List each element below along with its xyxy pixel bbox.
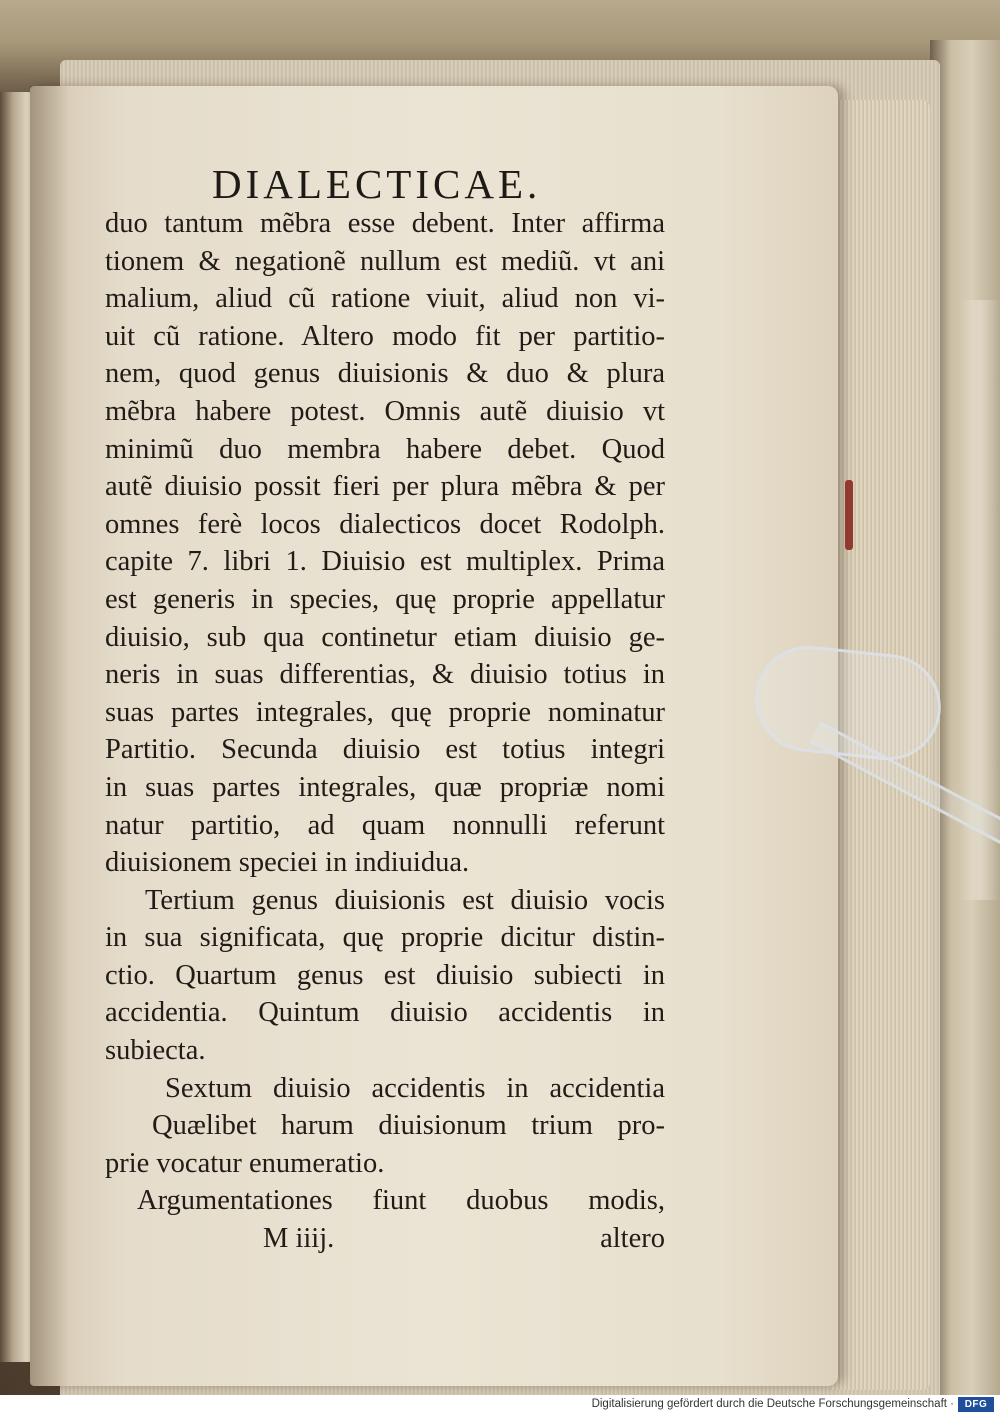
text-line: neris in suas differentias, & diuisio totius in	[105, 659, 665, 691]
running-head: DIALECTICAE.	[212, 161, 542, 207]
text-line: natur partitio, ad quam nonnulli referunt	[105, 809, 665, 841]
text-line: mẽbra habere potest. Omnis autẽ diuisio vt	[105, 395, 665, 427]
text-line-content: Argumentationes fiunt duobus modis,	[137, 1185, 665, 1217]
text-line: duo tantum mẽbra esse debent. Inter affirma	[105, 208, 665, 239]
text-line: subiecta.	[105, 1035, 206, 1067]
glass-page-holder	[755, 650, 1000, 760]
ribbon-marker	[845, 480, 853, 550]
text-line: in sua significata, quę proprie dicitur distin-	[105, 922, 665, 954]
text-line: prie vocatur enumeratio.	[105, 1147, 385, 1179]
text-line: est generis in species, quę proprie appellatur	[105, 583, 665, 615]
text-line: diuisionem speciei in indiuidua.	[105, 847, 470, 879]
text-line: autẽ diuisio possit fieri per plura mẽbra & per	[105, 471, 665, 503]
text-line: capite 7. libri 1. Diuisio est multiplex. Prima	[105, 546, 665, 578]
text-line: suas partes integrales, quę proprie nominatur	[105, 696, 665, 728]
text-line: Quælibet harum diuisionum trium pro-	[152, 1110, 665, 1142]
catchword: altero	[600, 1223, 665, 1255]
text-line: nem, quod genus diuisionis & duo & plura	[105, 358, 665, 390]
credit-bar	[0, 1395, 1000, 1416]
text-line: minimũ duo membra habere debet. Quod	[105, 433, 665, 465]
text-line: ctio. Quartum genus est diuisio subiecti in	[105, 959, 665, 991]
funding-credit: Digitalisierung gefördert durch die Deutsche Forschungsgemeinschaft ·	[591, 1398, 954, 1410]
text-line: omnes ferè locos dialecticos docet Rodolph.	[105, 508, 665, 540]
text-line: accidentia. Quintum diuisio accidentis in	[105, 997, 665, 1029]
dfg-logo: DFG	[958, 1397, 994, 1412]
page-text	[105, 205, 665, 1258]
signature-line	[105, 1220, 665, 1258]
text-line: tionem & negationẽ nullum est mediũ. vt ani	[105, 245, 665, 277]
text-line	[105, 1182, 665, 1220]
text-line: in suas partes integrales, quæ propriæ nomi	[105, 771, 665, 803]
text-line: diuisio, sub qua continetur etiam diuisio ge-	[105, 621, 665, 653]
text-line: malium, aliud cũ ratione viuit, aliud non vi-	[105, 283, 665, 315]
text-line: Partitio. Secunda diuisio est totius integri	[105, 734, 665, 766]
text-line: Tertium genus diuisionis est diuisio vocis	[145, 884, 665, 916]
text-line: uit cũ ratione. Altero modo fit per partitio-	[105, 320, 665, 352]
signature-mark: M iiij.	[263, 1223, 335, 1255]
text-line: Sextum diuisio accidentis in accidentia	[165, 1072, 665, 1104]
